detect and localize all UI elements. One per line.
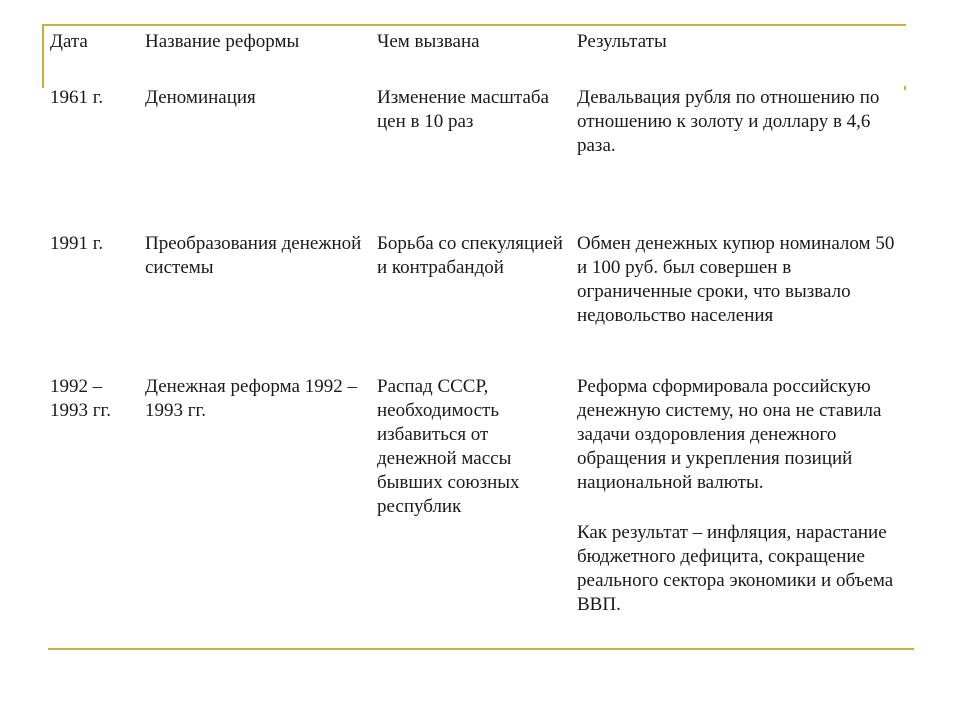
row-1992-results-2: Как результат – инфляция, нарастание бюджетного дефицита, сокращение реального сектора экономики и объема ВВП.	[577, 522, 894, 615]
row-1992-date: 1992 – 1993 гг.	[50, 376, 111, 421]
header-date: Дата	[50, 31, 88, 52]
row-1991-results: Обмен денежных купюр номиналом 50 и 100 руб. был совершен в ограниченные сроки, что вызвало недовольство населения	[577, 233, 895, 326]
row-1991-date: 1991 г.	[50, 233, 104, 254]
table-left-border	[42, 24, 44, 88]
row-1991-name: Преобразования денежной системы	[145, 233, 362, 278]
row-1991-cause: Борьба со спекуляцией и контрабандой	[377, 233, 563, 278]
row-1961-date: 1961 г.	[50, 87, 104, 108]
header-cause: Чем вызвана	[377, 31, 480, 52]
row-1992-cause: Распад СССР, необходимость избавиться от денежной массы бывших союзных республик	[377, 376, 520, 517]
table-bottom-border	[48, 648, 914, 650]
table-top-border	[42, 24, 906, 26]
row-1961-results: Девальвация рубля по отношению по отношению к золоту и доллару в 4,6 раза.	[577, 87, 880, 156]
header-reform-name: Название реформы	[145, 31, 300, 52]
row-1992-results-1: Реформа сформировала российскую денежную систему, но она не ставила задачи оздоровления денежного обращения и укрепления позиций национальной валюты.	[577, 376, 882, 493]
row-1961-cause: Изменение масштаба цен в 10 раз	[377, 87, 549, 132]
row-1961-name: Деноминация	[145, 87, 256, 108]
row-1992-name: Денежная реформа 1992 – 1993 гг.	[145, 376, 357, 421]
header-results: Результаты	[577, 31, 667, 52]
